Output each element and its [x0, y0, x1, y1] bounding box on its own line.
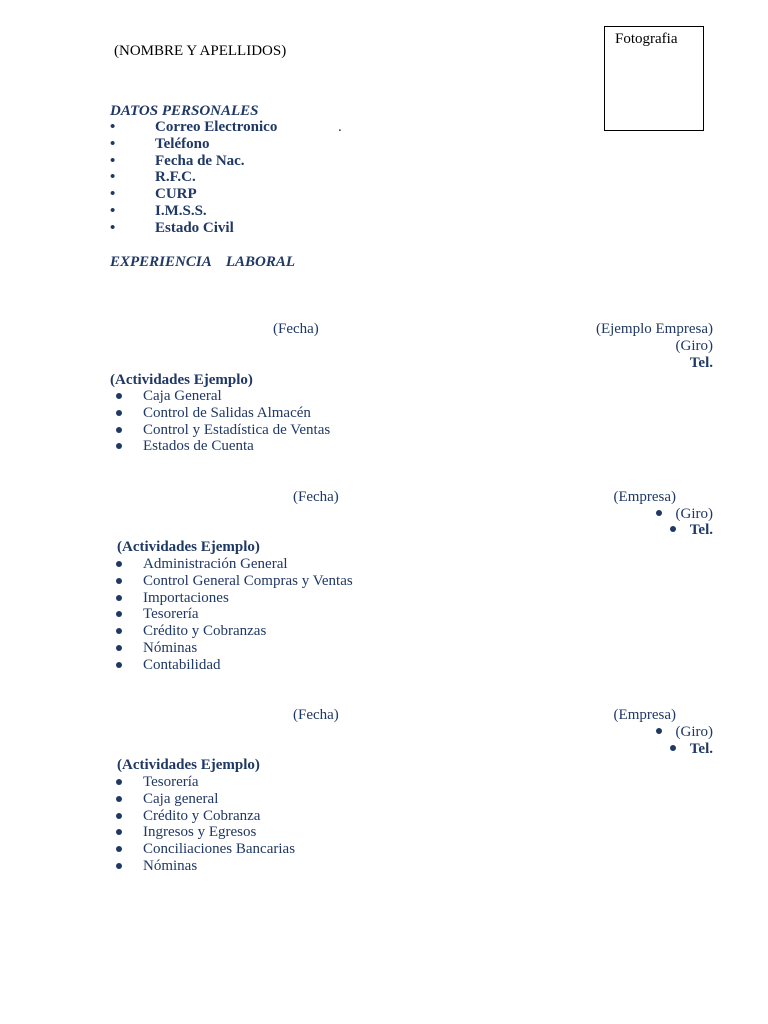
bullet: • — [110, 152, 116, 169]
personal-data-heading: DATOS PERSONALES — [110, 103, 259, 119]
activity-text: Contabilidad — [143, 656, 221, 673]
job-3-industry: (Giro) — [675, 724, 713, 740]
job-1-activities-list — [115, 388, 515, 455]
bullet-icon — [116, 561, 122, 567]
bullet-icon — [116, 796, 122, 802]
bullet-icon — [116, 829, 122, 835]
bullet-icon — [116, 779, 122, 785]
list-item — [115, 808, 515, 825]
job-1-industry: (Giro) — [675, 338, 713, 354]
list-item — [115, 573, 515, 590]
activity-text: Estados de Cuenta — [143, 438, 254, 455]
bullet-icon — [116, 443, 122, 449]
personal-data-label: Fecha de Nac. — [155, 152, 245, 169]
bullet-icon — [116, 662, 122, 668]
job-3-company: (Empresa) — [613, 707, 676, 723]
personal-data-item — [110, 119, 410, 136]
activity-text: Ingresos y Egresos — [143, 824, 257, 841]
job-3-phone: Tel. — [689, 741, 713, 757]
bullet: • — [110, 135, 116, 152]
bullet: • — [110, 119, 116, 135]
job-1-company: (Ejemplo Empresa) — [595, 321, 713, 337]
bullet-icon — [116, 846, 122, 852]
activity-text: Crédito y Cobranza — [143, 807, 261, 824]
job-2-date: (Fecha) — [293, 489, 339, 505]
job-1-date: (Fecha) — [273, 321, 319, 337]
activity-text: Control y Estadística de Ventas — [143, 421, 331, 438]
personal-data-item — [110, 203, 410, 220]
bullet-icon — [116, 393, 122, 399]
personal-data-label: CURP — [155, 186, 197, 203]
bullet-icon — [116, 813, 122, 819]
personal-data-label: Estado Civil — [155, 219, 234, 236]
job-2-phone: Tel. — [689, 522, 713, 538]
list-item — [115, 858, 515, 875]
list-item — [115, 640, 515, 657]
personal-data-item — [110, 186, 410, 203]
job-2-industry: (Giro) — [675, 506, 713, 522]
job-2-activities-list — [115, 556, 515, 674]
bullet: • — [110, 169, 116, 186]
bullet-icon — [670, 745, 676, 751]
bullet-icon — [116, 595, 122, 601]
bullet-icon — [116, 611, 122, 617]
activity-text: Administración General — [143, 556, 288, 572]
bullet: • — [110, 219, 116, 236]
list-item — [115, 422, 515, 439]
personal-data-label: I.M.S.S. — [155, 202, 207, 219]
personal-data-item — [110, 220, 410, 237]
personal-data-label: Teléfono — [155, 135, 210, 152]
activity-text: Conciliaciones Bancarias — [143, 841, 296, 858]
bullet-icon — [116, 863, 122, 869]
bullet: • — [110, 186, 116, 203]
job-3-date: (Fecha) — [293, 707, 339, 723]
job-1-activities-title: (Actividades Ejemplo) — [110, 372, 253, 388]
job-3-activities-title: (Actividades Ejemplo) — [117, 757, 260, 773]
list-item — [115, 774, 515, 791]
job-2-activities-title: (Actividades Ejemplo) — [117, 539, 260, 555]
list-item — [115, 657, 515, 674]
bullet-icon — [116, 578, 122, 584]
activity-text: Tesorería — [143, 774, 199, 790]
bullet-icon — [656, 728, 662, 734]
activity-text: Crédito y Cobranzas — [143, 623, 267, 640]
bullet-icon — [116, 628, 122, 634]
bullet-icon — [116, 645, 122, 651]
list-item — [115, 623, 515, 640]
list-item — [115, 556, 515, 573]
personal-data-item — [110, 153, 410, 170]
job-1-phone: Tel. — [689, 355, 713, 371]
list-item — [115, 388, 515, 405]
personal-data-item — [110, 136, 410, 153]
activity-text: Nóminas — [143, 639, 198, 656]
bullet-icon — [656, 510, 662, 516]
job-2-industry-row — [656, 506, 714, 523]
experience-heading: EXPERIENCIA LABORAL — [110, 254, 296, 270]
personal-data-item — [110, 169, 410, 186]
personal-data-label: Correo Electronico — [155, 119, 278, 135]
job-3-phone-row — [670, 741, 713, 758]
activity-text: Nóminas — [143, 857, 198, 874]
stray-dot: . — [338, 119, 342, 135]
list-item — [115, 791, 515, 808]
job-3-activities-list — [115, 774, 515, 875]
personal-data-label: R.F.C. — [155, 169, 196, 186]
list-item — [115, 841, 515, 858]
name-placeholder: (NOMBRE Y APELLIDOS) — [114, 43, 287, 59]
activity-text: Caja General — [143, 388, 222, 404]
bullet: • — [110, 202, 116, 219]
activity-text: Caja general — [143, 790, 219, 807]
bullet-icon — [116, 427, 122, 433]
list-item — [115, 405, 515, 422]
activity-text: Control de Salidas Almacén — [143, 404, 311, 421]
photo-label: Fotografia — [615, 31, 678, 47]
photo-box — [604, 26, 704, 131]
list-item — [115, 606, 515, 623]
list-item — [115, 438, 515, 455]
job-2-phone-row — [670, 522, 713, 539]
job-3-industry-row — [656, 724, 714, 741]
bullet-icon — [670, 526, 676, 532]
activity-text: Control General Compras y Ventas — [143, 572, 353, 589]
personal-data-list — [110, 119, 410, 237]
activity-text: Tesorería — [143, 606, 199, 623]
list-item — [115, 824, 515, 841]
list-item — [115, 590, 515, 607]
activity-text: Importaciones — [143, 589, 229, 606]
job-2-company: (Empresa) — [613, 489, 676, 505]
bullet-icon — [116, 410, 122, 416]
